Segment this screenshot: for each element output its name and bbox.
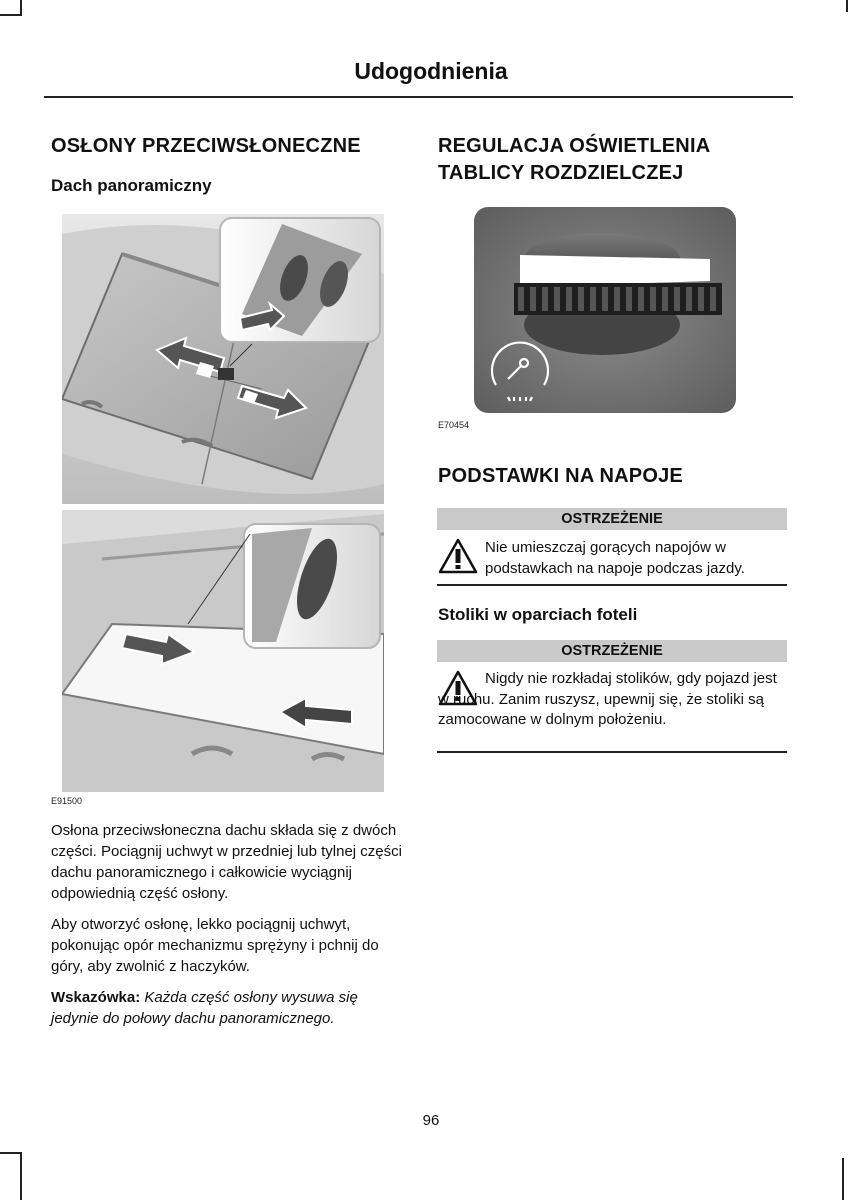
section-title-line-2: TABLICY ROZDZIELCZEJ (438, 162, 684, 184)
roof-sunshade-drawing (62, 214, 384, 792)
warning-triangle-icon (438, 538, 478, 579)
title-divider (44, 96, 793, 98)
subtitle-seatback-tables: Stoliki w oparciach foteli (438, 605, 638, 624)
figure-id-e91500: E91500 (51, 796, 83, 806)
subtitle-panoramic-roof: Dach panoramiczny (51, 176, 212, 195)
warning-1-text: Nie umieszczaj gorących napojów w podstawkach na napoje podczas jazdy. (485, 539, 745, 577)
warning-2-header: OSTRZEŻENIE (437, 640, 787, 662)
crop-mark-bottom-right (842, 1158, 844, 1200)
section-title-sunshades: OSŁONY PRZECIWSŁONECZNE (51, 135, 361, 157)
paragraph-sunshade-two-parts: Osłona przeciwsłoneczna dachu składa się z dwóch części. Pociągnij uchwyt w przedniej lub tylnej części dachu panoramicznego i całkowicie wyciągnij odpowiednią część osłony. (51, 822, 402, 902)
note-text: Każda część osłony wysuwa się jedynie do połowy dachu panoramicznego. (51, 989, 358, 1027)
note-label: Wskazówka: (51, 989, 141, 1006)
crop-mark-bottom-left-v (20, 1152, 22, 1200)
crop-mark-top-left-h (0, 14, 22, 16)
crop-mark-bottom-left (0, 1152, 20, 1154)
figure-id-e70454: E70454 (438, 420, 470, 430)
warning-1-divider (437, 584, 787, 586)
section-title-line-1: REGULACJA OŚWIETLENIA (438, 135, 711, 157)
warning-2-divider (437, 751, 787, 753)
section-title-dashboard-lighting (438, 133, 710, 187)
crop-mark-top-left (20, 0, 22, 14)
dimmer-wheel-drawing (474, 207, 736, 413)
page-number: 96 (422, 1112, 440, 1129)
page-title: Udogodnienia (354, 58, 508, 84)
warning-1-header: OSTRZEŻENIE (437, 508, 787, 530)
note-paragraph (51, 987, 406, 1029)
dimmer-wheel-illustration (474, 207, 736, 413)
crop-mark-top-right (846, 0, 848, 12)
paragraph-open-sunshade: Aby otworzyć osłonę, lekko pociągnij uchwyt, pokonując opór mechanizmu sprężyny i pchnij do góry, aby zwolnić z haczyków. (51, 916, 379, 975)
left-body-text (51, 820, 406, 1039)
dimmer-wheel-ridges (518, 287, 716, 311)
section-title-cup-holders: PODSTAWKI NA NAPOJE (438, 465, 683, 487)
warning-2-text: Nigdy nie rozkładaj stolików, gdy pojazd jest w ruchu. Zanim ruszysz, upewnij się, że stoliki są zamocowane w dolnym położeniu. (438, 670, 777, 728)
panoramic-roof-illustration (62, 214, 384, 792)
